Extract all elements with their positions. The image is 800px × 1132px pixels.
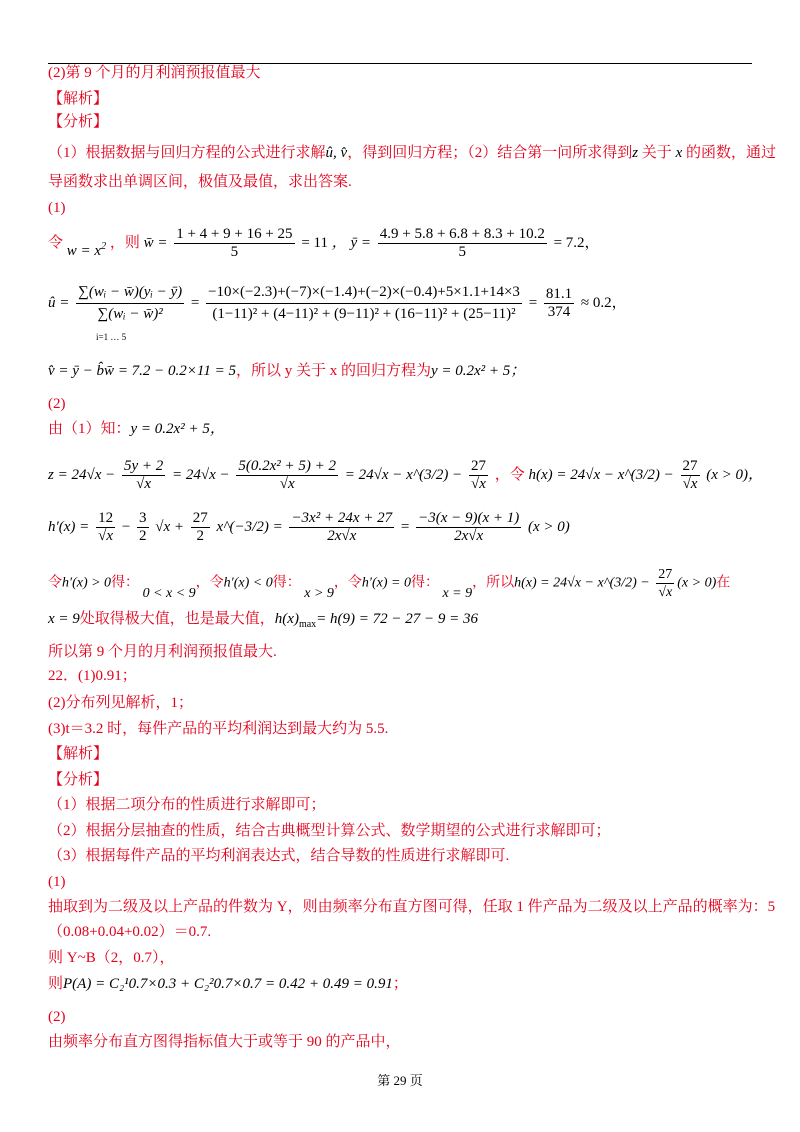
fraction bbox=[137, 510, 149, 545]
section-label-fenxi: 【分析】 bbox=[48, 772, 109, 788]
text: 得： bbox=[410, 575, 439, 591]
part-label: (2) bbox=[48, 1009, 66, 1025]
fraction-denominator: 2x√x bbox=[454, 528, 484, 544]
formula-text: 0 < x < 9 bbox=[142, 585, 196, 601]
fraction-denominator: 2 bbox=[139, 528, 147, 544]
section-label-fenxi: 【分析】 bbox=[48, 114, 109, 130]
text-regression: ，所以 y 关于 x 的回归方程为 bbox=[235, 363, 431, 379]
formula-probability: P(A) = C₂¹0.7×0.3 + C₂²0.7×0.7 = 0.42 + 0.49 = 0.91 bbox=[63, 976, 393, 992]
formula-text: (x > 0)， bbox=[706, 466, 764, 483]
analysis-text: 关于 bbox=[638, 145, 676, 161]
formula-text: (x > 0) bbox=[528, 518, 570, 535]
formula-text: h′(x) < 0 bbox=[223, 575, 273, 591]
formula-text: = 24√x − bbox=[172, 466, 230, 483]
analysis-item-2: （2）根据分层抽查的性质，结合古典概型计算公式、数学期望的公式进行求解即可； bbox=[48, 823, 611, 839]
fraction bbox=[416, 510, 521, 545]
text: ，所以 bbox=[472, 575, 515, 591]
fraction-numerator: 81.1 bbox=[545, 286, 573, 302]
formula-line-v-hat bbox=[48, 360, 525, 382]
fraction-result bbox=[544, 286, 574, 321]
formula-result: = 7.2， bbox=[553, 234, 600, 251]
fraction-numerator: ∑(wᵢ − w̄)(yᵢ − ȳ) bbox=[76, 282, 184, 304]
fraction bbox=[122, 458, 165, 493]
fraction-numerator: 5y + 2 bbox=[123, 458, 164, 474]
formula-w-eq-x2: $w = x^2$ bbox=[66, 240, 107, 259]
text-ze: ，则 bbox=[109, 234, 140, 251]
var-x: x bbox=[675, 145, 683, 161]
sum-limits: i=1 … 5 bbox=[96, 332, 127, 342]
part-label: (2) bbox=[48, 396, 66, 412]
fraction-denominator: √x bbox=[136, 476, 152, 492]
fraction-denominator: √x bbox=[471, 476, 486, 492]
question-22-answer-2: (2)分布列见解析，1； bbox=[48, 695, 193, 711]
formula-result: ≈ 0.2， bbox=[580, 294, 627, 311]
text: ； bbox=[392, 976, 408, 992]
formula-text: h′(x) = 0 bbox=[361, 575, 411, 591]
analysis-line-2: 导函数求出单调区间，极值及最值，求出答案. bbox=[48, 174, 352, 190]
fraction bbox=[236, 458, 338, 493]
formula-line-from-part1 bbox=[48, 418, 225, 440]
formula-text: h(x) bbox=[274, 611, 299, 627]
formula-text: w = x bbox=[66, 242, 102, 259]
solution-text-1: 抽取到为二级及以上产品的件数为 Y，则由频率分布直方图可得，任取 1 件产品为二级及以上产品的概率为：5 bbox=[48, 899, 776, 915]
fraction-denominator: √x bbox=[279, 476, 295, 492]
text: 得： bbox=[272, 575, 301, 591]
fraction-denominator: 5 bbox=[458, 244, 467, 260]
solution-text-4 bbox=[48, 973, 408, 995]
solution-text-5: 由频率分布直方图得指标值大于或等于 90 的产品中， bbox=[48, 1034, 401, 1050]
formula-text: = 24√x − x^(3/2) − bbox=[344, 466, 463, 483]
text-ling: 令 bbox=[48, 234, 64, 251]
formula-text: = h(9) = 72 − 27 − 9 = 36 bbox=[316, 611, 479, 627]
text: 得： bbox=[111, 575, 140, 591]
text: 令 bbox=[48, 575, 62, 591]
formula-regression: y = 0.2x² + 5； bbox=[430, 363, 526, 379]
analysis-text: ，得到回归方程；（2）结合第一问所求得到 bbox=[347, 145, 633, 161]
text: 在 bbox=[716, 575, 731, 591]
formula-text: z = 24√x − bbox=[48, 466, 116, 483]
formula-text: h(x) = 24√x − x^(3/2) − bbox=[528, 466, 674, 483]
fraction-numerator: 27 bbox=[192, 510, 208, 526]
fraction bbox=[656, 566, 674, 601]
answer-line: (2)第 9 个月的月利润预报值最大 bbox=[48, 65, 261, 81]
section-label-jiexi: 【解析】 bbox=[48, 91, 109, 107]
fraction-denominator: 5 bbox=[230, 244, 239, 260]
formula-text: (x > 0) bbox=[677, 575, 717, 591]
fraction-denominator: 374 bbox=[547, 304, 571, 320]
fraction-denominator: √x bbox=[658, 585, 673, 600]
formula-v-hat: v̂ = ȳ − b̂w̄ = 7.2 − 0.2×11 = 5 bbox=[48, 363, 236, 379]
var-z: z bbox=[632, 145, 639, 161]
analysis-text: （1）根据数据与回归方程的公式进行求解 bbox=[48, 145, 326, 161]
fraction bbox=[681, 458, 700, 493]
text-ling: ，令 bbox=[494, 466, 525, 483]
section-label-jiexi: 【解析】 bbox=[48, 746, 109, 762]
question-22-answer-1: 22．(1)0.91； bbox=[48, 668, 137, 684]
fraction bbox=[469, 458, 488, 493]
analysis-item-3: （3）根据每件产品的平均利润表达式，结合导数的性质进行求解即可. bbox=[48, 848, 510, 864]
text-from: 由（1）知： bbox=[48, 421, 131, 437]
page-number: 第 29 页 bbox=[377, 1073, 423, 1088]
text: 处取得极大值，也是最大值， bbox=[79, 611, 275, 627]
fraction-big bbox=[206, 282, 522, 325]
text: ，令 bbox=[195, 575, 224, 591]
fraction-w-mean bbox=[174, 226, 294, 261]
fraction-denominator: ∑(wᵢ − w̄)² bbox=[97, 306, 163, 322]
fraction-numerator: 12 bbox=[98, 510, 114, 526]
fraction-denominator: 2x√x bbox=[327, 528, 357, 544]
formula-u-hat: û = bbox=[48, 294, 70, 311]
formula-result: = 11 bbox=[301, 234, 328, 251]
fraction-numerator: −3(x − 9)(x + 1) bbox=[418, 510, 520, 526]
question-22-answer-3: (3)t＝3.2 时，每件产品的平均利润达到最大约为 5.5. bbox=[48, 721, 389, 737]
formula-text: x = 9 bbox=[442, 585, 473, 601]
formula-text: x = 9 bbox=[48, 611, 80, 627]
fraction-denominator: (1−11)² + (4−11)² + (9−11)² + (16−11)² + (25−11)² bbox=[212, 306, 516, 322]
formula-line-monotonic bbox=[48, 566, 730, 601]
formula-line-u-hat: û = $\frac{\text{∑(wᵢ − w̄)(yᵢ − ȳ)}}{\text{∑(wᵢ − w̄)²}}$ = $\frac{-10\times(-2.3)+(-7)\times(-1.4)+(-2)\times(-0.4)+5\times 1.1+14\times 3}{\text{(1−11)² + (4−11)² + (9−11)² + (16−11)² + (25−11)²}}$ = $\frac{81.1}{374}$ ≈ 0.2， bbox=[48, 282, 627, 325]
analysis-line-1 bbox=[48, 142, 776, 164]
fraction-numerator: 27 bbox=[658, 567, 673, 582]
fraction bbox=[289, 510, 394, 545]
formula-text: h′(x) = bbox=[48, 518, 90, 535]
fraction-denominator: √x bbox=[682, 476, 698, 492]
formula-line-max bbox=[48, 608, 478, 636]
formula-y: y = 0.2x² + 5， bbox=[130, 421, 225, 437]
subscript-max: max bbox=[298, 619, 317, 630]
fraction bbox=[96, 510, 115, 545]
solution-text-3: 则 Y~B（2，0.7）， bbox=[48, 950, 175, 966]
fraction-numerator: 27 bbox=[682, 458, 698, 474]
fraction-sum bbox=[76, 282, 184, 325]
formula-line-w-bar bbox=[48, 226, 600, 261]
part-label: (1) bbox=[48, 200, 66, 216]
formula-text: h(x) = 24√x − x^(3/2) − bbox=[514, 575, 650, 591]
text: 则 bbox=[48, 976, 64, 992]
fraction-numerator: 27 bbox=[470, 458, 486, 474]
fraction-denominator: 2 bbox=[196, 528, 205, 544]
solution-text-2: （0.08+0.04+0.02）＝0.7. bbox=[48, 924, 212, 940]
fraction-numerator: 3 bbox=[139, 510, 147, 526]
fraction bbox=[191, 510, 210, 545]
formula-y-bar: ， ȳ = bbox=[331, 234, 371, 251]
analysis-text: 的函数，通过 bbox=[682, 145, 776, 161]
analysis-item-1: （1）根据二项分布的性质进行求解即可； bbox=[48, 797, 326, 813]
formula-text: √x + bbox=[155, 518, 185, 535]
formula-w-bar: w̄ = bbox=[143, 234, 168, 251]
analysis-symbol: û, v̂ bbox=[325, 145, 348, 161]
formula-text: h′(x) > 0 bbox=[62, 575, 112, 591]
formula-text: − bbox=[121, 518, 131, 535]
fraction-denominator: √x bbox=[98, 528, 113, 544]
text: ，令 bbox=[333, 575, 362, 591]
fraction-numerator: 5(0.2x² + 5) + 2 bbox=[238, 458, 337, 474]
fraction-numerator: −3x² + 24x + 27 bbox=[291, 510, 393, 526]
fraction-numerator: 1 + 4 + 9 + 16 + 25 bbox=[176, 226, 293, 242]
part-label: (1) bbox=[48, 874, 66, 890]
fraction-numerator: −10×(−2.3)+(−7)×(−1.4)+(−2)×(−0.4)+5×1.1+14×3 bbox=[206, 282, 522, 304]
formula-text: x^(−3/2) = bbox=[216, 518, 283, 535]
formula-line-z bbox=[48, 458, 763, 493]
fraction-numerator: 4.9 + 5.8 + 6.8 + 8.3 + 10.2 bbox=[379, 226, 545, 242]
fraction-y-mean bbox=[378, 226, 547, 261]
formula-text: x > 9 bbox=[304, 585, 334, 601]
formula-text: = bbox=[400, 518, 410, 535]
formula-line-h-prime bbox=[48, 510, 570, 545]
conclusion-line: 所以第 9 个月的月利润预报值最大. bbox=[48, 644, 277, 660]
